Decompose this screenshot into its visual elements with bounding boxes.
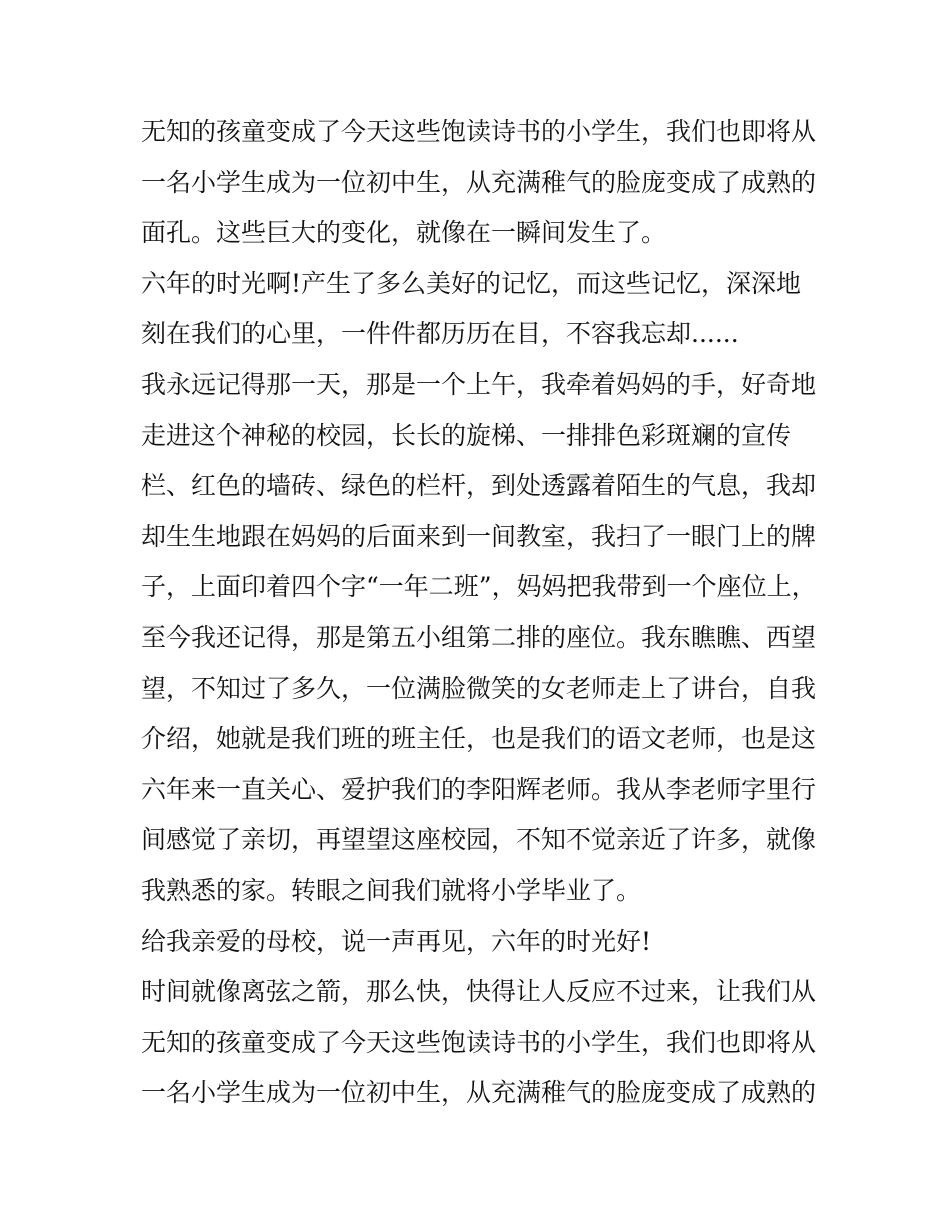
text-line: 六年的时光啊!产生了多么美好的记忆，而这些记忆，深深地	[141, 268, 802, 298]
text-line: 间感觉了亲切，再望望这座校园，不知不觉亲近了许多，就像	[141, 825, 817, 855]
text-line: 我永远记得那一天，那是一个上午，我牵着妈妈的手，好奇地	[141, 369, 817, 399]
text-line: 六年来一直关心、爱护我们的李阳辉老师。我从李老师字里行	[141, 774, 817, 804]
text-line: 一名小学生成为一位初中生，从充满稚气的脸庞变成了成熟的	[141, 167, 817, 197]
text-line: 无知的孩童变成了今天这些饱读诗书的小学生，我们也即将从	[141, 1027, 817, 1057]
text-line: 我熟悉的家。转眼之间我们就将小学毕业了。	[141, 875, 642, 905]
text-line: 子，上面印着四个字“一年二班”，妈妈把我带到一个座位上，	[141, 572, 817, 602]
text-line: 栏、红色的墙砖、绿色的栏杆，到处透露着陌生的气息，我却	[141, 471, 817, 501]
text-line: 无知的孩童变成了今天这些饱读诗书的小学生，我们也即将从	[141, 117, 817, 146]
text-line: 刻在我们的心里，一件件都历历在目，不容我忘却......	[141, 319, 739, 349]
text-line: 时间就像离弦之箭，那么快，快得让人反应不过来，让我们从	[141, 977, 817, 1007]
text-line: 给我亲爱的母校，说一声再见，六年的时光好!	[141, 926, 652, 956]
text-line: 走进这个神秘的校园，长长的旋梯、一排排色彩斑斓的宣传	[141, 420, 792, 450]
text-line: 介绍，她就是我们班的班主任，也是我们的语文老师，也是这	[141, 724, 817, 754]
text-line: 望，不知过了多久，一位满脸微笑的女老师走上了讲台，自我	[141, 673, 817, 703]
text-line: 却生生地跟在妈妈的后面来到一间教室，我扫了一眼门上的牌	[141, 521, 817, 551]
text-line: 至今我还记得，那是第五小组第二排的座位。我东瞧瞧、西望	[141, 622, 817, 652]
text-line: 面孔。这些巨大的变化，就像在一瞬间发生了。	[141, 218, 667, 248]
body-text	[141, 107, 821, 1119]
text-line: 一名小学生成为一位初中生，从充满稚气的脸庞变成了成熟的	[141, 1078, 817, 1108]
